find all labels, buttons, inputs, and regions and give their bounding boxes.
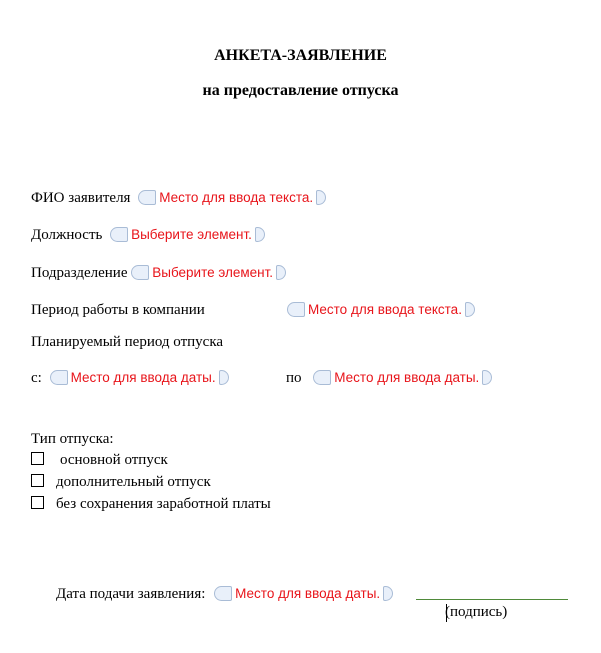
- fio-text-field[interactable]: [138, 188, 326, 208]
- date-row: [56, 583, 393, 604]
- content-control-start-icon: [131, 265, 149, 280]
- document-title: АНКЕТА-ЗАЯВЛЕНИЕ: [214, 47, 387, 64]
- to-row: [286, 367, 492, 388]
- content-control-end-icon: [276, 265, 286, 280]
- checkbox-icon[interactable]: [31, 474, 44, 487]
- department-label: Подразделение: [31, 264, 128, 281]
- content-control-end-icon: [219, 370, 229, 385]
- department-dropdown[interactable]: [131, 263, 286, 283]
- department-placeholder: Выберите элемент.: [152, 264, 274, 280]
- leave-option-label: дополнительный отпуск: [56, 474, 211, 490]
- work-period-label: Период работы в компании: [31, 301, 205, 318]
- submission-date-picker[interactable]: [214, 584, 393, 604]
- position-dropdown[interactable]: [110, 225, 265, 245]
- position-label: Должность: [31, 226, 103, 243]
- content-control-start-icon: [287, 302, 305, 317]
- content-control-start-icon: [110, 227, 128, 242]
- document-subtitle: на предоставление отпуска: [202, 82, 399, 99]
- checkbox-icon[interactable]: [31, 496, 44, 509]
- position-placeholder: Выберите элемент.: [131, 226, 252, 242]
- position-row: [31, 224, 265, 245]
- leave-option-label: основной отпуск: [60, 452, 168, 468]
- planned-period-label: Планируемый период отпуска: [31, 334, 224, 350]
- content-control-end-icon: [255, 227, 265, 242]
- from-row: [31, 367, 229, 388]
- content-control-end-icon: [482, 370, 492, 385]
- work-period-placeholder: Место для ввода текста.: [308, 301, 462, 317]
- submission-date-placeholder: Место для ввода даты.: [235, 585, 381, 601]
- fio-placeholder: Место для ввода текста.: [159, 189, 314, 205]
- content-control-start-icon: [214, 586, 232, 601]
- from-date-placeholder: Место для ввода даты.: [70, 369, 216, 385]
- to-date-picker[interactable]: [313, 368, 492, 388]
- leave-option-additional[interactable]: [31, 472, 211, 492]
- leave-option-unpaid[interactable]: [31, 494, 271, 514]
- signature-label: (подпись): [445, 604, 508, 620]
- leave-option-label: без сохранения заработной платы: [56, 496, 271, 512]
- to-date-placeholder: Место для ввода даты.: [334, 369, 480, 385]
- content-control-end-icon: [383, 586, 393, 601]
- from-date-picker[interactable]: [50, 368, 229, 388]
- signature-line[interactable]: [416, 599, 568, 600]
- content-control-start-icon: [138, 190, 156, 205]
- work-period-row: [31, 299, 205, 320]
- from-label: с:: [31, 369, 42, 386]
- content-control-end-icon: [465, 302, 475, 317]
- leave-option-main[interactable]: [31, 450, 168, 470]
- leave-type-label: Тип отпуска:: [31, 431, 114, 447]
- checkbox-icon[interactable]: [31, 452, 44, 465]
- to-label: по: [286, 369, 302, 386]
- fio-row: [31, 187, 326, 208]
- date-label: Дата подачи заявления:: [56, 585, 206, 602]
- department-row: [31, 262, 286, 283]
- fio-label: ФИО заявителя: [31, 189, 131, 206]
- content-control-start-icon: [313, 370, 331, 385]
- content-control-end-icon: [316, 190, 326, 205]
- work-period-field-wrap: [287, 299, 475, 320]
- content-control-start-icon: [50, 370, 68, 385]
- work-period-text-field[interactable]: [287, 300, 475, 320]
